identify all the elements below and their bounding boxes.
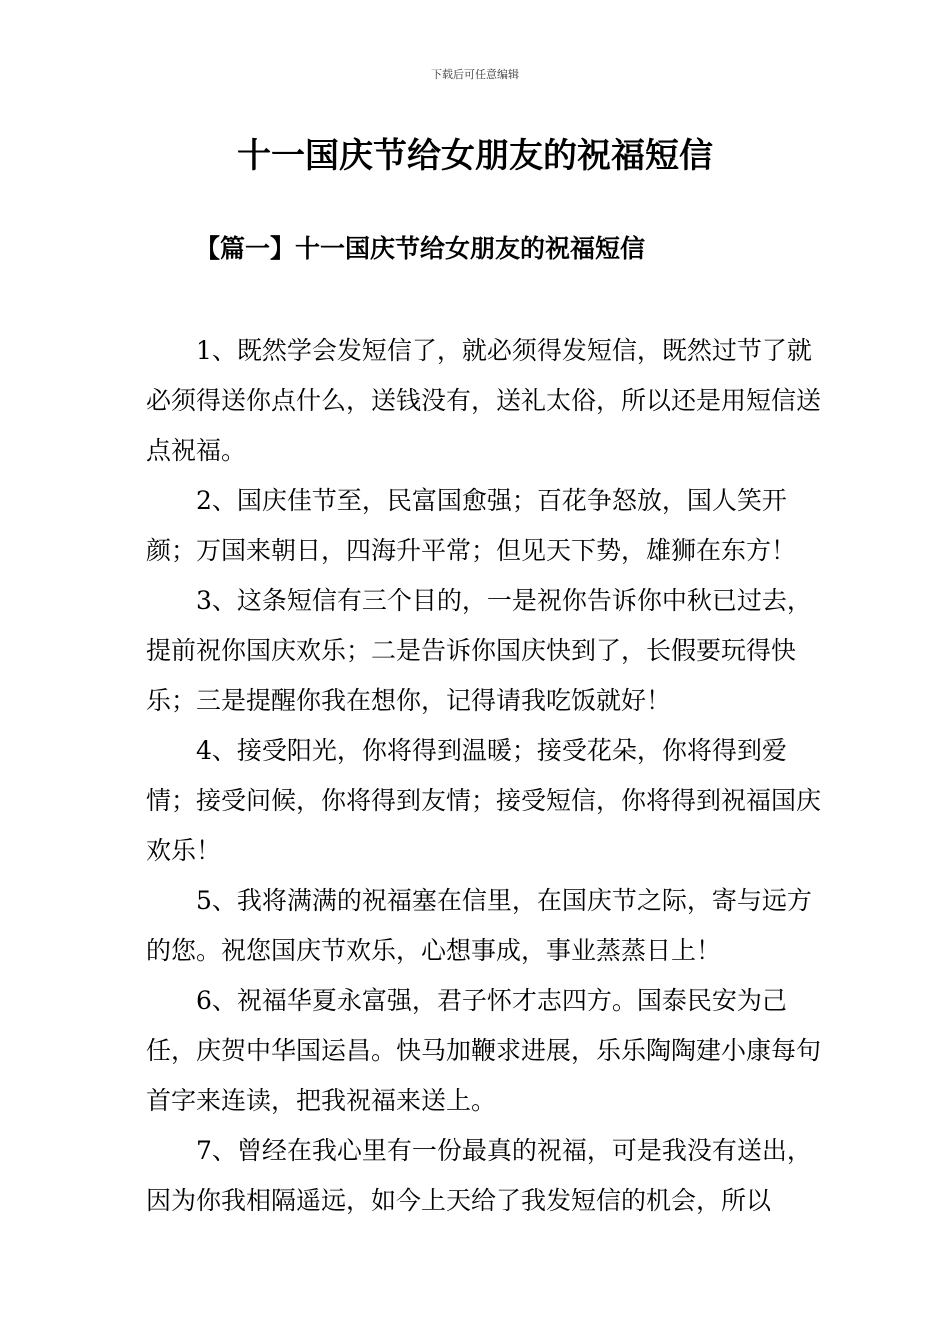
paragraph-2: 2、国庆佳节至，民富国愈强；百花争怒放，国人笑开颜；万国来朝日，四海升平常；但见天下势，雄狮在东方！ — [146, 486, 797, 565]
body-text — [146, 326, 828, 1226]
document-title: 十一国庆节给女朋友的祝福短信 — [237, 136, 713, 176]
paragraph-1: 1、既然学会发短信了，就必须得发短信，既然过节了就必须得送你点什么，送钱没有，送礼太俗，所以还是用短信送点祝福。 — [146, 336, 822, 465]
paragraph-4: 4、接受阳光，你将得到温暖；接受花朵，你将得到爱情；接受问候，你将得到友情；接受短信，你将得到祝福国庆欢乐！ — [146, 736, 822, 865]
header-note: 下载后可任意编辑 — [431, 68, 519, 81]
paragraph-6: 6、祝福华夏永富强，君子怀才志四方。国泰民安为己任，庆贺中华国运昌。快马加鞭求进展，乐乐陶陶建小康每句首字来连读，把我祝福来送上。 — [146, 986, 822, 1115]
section-heading: 【篇一】十一国庆节给女朋友的祝福短信 — [195, 234, 646, 263]
paragraph-5: 5、我将满满的祝福塞在信里，在国庆节之际，寄与远方的您。祝您国庆节欢乐，心想事成，事业蒸蒸日上！ — [146, 886, 812, 965]
paragraph-3: 3、这条短信有三个目的，一是祝你告诉你中秋已过去，提前祝你国庆欢乐；二是告诉你国庆快到了，长假要玩得快乐；三是提醒你我在想你，记得请我吃饭就好！ — [146, 586, 812, 715]
paragraph-7: 7、曾经在我心里有一份最真的祝福，可是我没有送出，因为你我相隔遥远，如今上天给了我发短信的机会，所以 — [146, 1136, 812, 1215]
